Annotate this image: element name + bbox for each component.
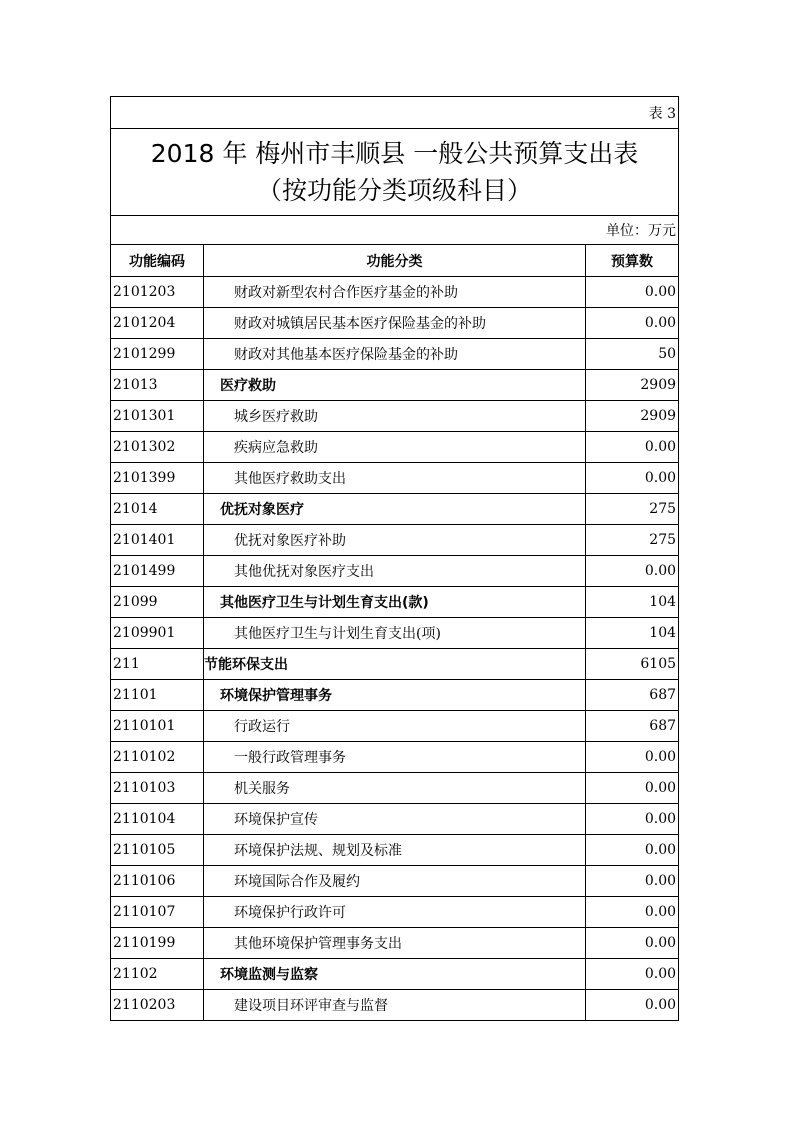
row-amount: 0.00 <box>586 432 679 463</box>
row-code: 21101 <box>111 680 204 711</box>
row-amount: 0.00 <box>586 742 679 773</box>
row-code: 2101204 <box>111 308 204 339</box>
title-line-2: （按功能分类项级科目） <box>257 176 533 205</box>
table-row <box>111 339 679 370</box>
row-amount: 104 <box>586 618 679 649</box>
table-row <box>111 649 679 680</box>
table-row <box>111 370 679 401</box>
table-row <box>111 680 679 711</box>
row-category: 机关服务 <box>204 773 586 804</box>
title-line-1: 2018 年 梅州市丰顺县 一般公共预算支出表 <box>150 139 639 168</box>
row-amount: 0.00 <box>586 990 679 1021</box>
table-row <box>111 773 679 804</box>
table-row <box>111 556 679 587</box>
row-category: 优抚对象医疗补助 <box>204 525 586 556</box>
row-category: 行政运行 <box>204 711 586 742</box>
row-category: 财政对新型农村合作医疗基金的补助 <box>204 277 586 308</box>
row-code: 2110104 <box>111 804 204 835</box>
row-category: 财政对城镇居民基本医疗保险基金的补助 <box>204 308 586 339</box>
row-code: 21013 <box>111 370 204 401</box>
table-row <box>111 463 679 494</box>
table-body <box>111 97 679 1021</box>
row-amount: 0.00 <box>586 928 679 959</box>
header-amount: 预算数 <box>586 245 679 277</box>
row-category: 其他医疗卫生与计划生育支出(款) <box>204 587 586 618</box>
row-amount: 0.00 <box>586 804 679 835</box>
table-row <box>111 928 679 959</box>
row-code: 2110105 <box>111 835 204 866</box>
table-row <box>111 587 679 618</box>
row-amount: 0.00 <box>586 308 679 339</box>
row-category: 其他医疗卫生与计划生育支出(项) <box>204 618 586 649</box>
row-code: 21014 <box>111 494 204 525</box>
table-row <box>111 742 679 773</box>
table-row <box>111 959 679 990</box>
table-row <box>111 711 679 742</box>
row-amount: 6105 <box>586 649 679 680</box>
row-category: 优抚对象医疗 <box>204 494 586 525</box>
unit-label: 单位：万元 <box>111 216 679 245</box>
row-code: 2101203 <box>111 277 204 308</box>
row-code: 2101499 <box>111 556 204 587</box>
row-category: 环境国际合作及履约 <box>204 866 586 897</box>
row-category: 环境保护法规、规划及标准 <box>204 835 586 866</box>
row-amount: 50 <box>586 339 679 370</box>
table-row <box>111 897 679 928</box>
table-row <box>111 494 679 525</box>
table-tag-row <box>111 97 679 129</box>
row-code: 2110101 <box>111 711 204 742</box>
row-amount: 0.00 <box>586 773 679 804</box>
row-category: 环境监测与监察 <box>204 959 586 990</box>
page-title <box>111 129 679 216</box>
row-amount: 0.00 <box>586 835 679 866</box>
row-amount: 687 <box>586 680 679 711</box>
table-row <box>111 866 679 897</box>
row-amount: 0.00 <box>586 959 679 990</box>
unit-row <box>111 216 679 245</box>
row-code: 2101301 <box>111 401 204 432</box>
row-code: 2110203 <box>111 990 204 1021</box>
row-amount: 104 <box>586 587 679 618</box>
row-code: 2101302 <box>111 432 204 463</box>
row-amount: 0.00 <box>586 463 679 494</box>
table-row <box>111 308 679 339</box>
header-code: 功能编码 <box>111 245 204 277</box>
row-code: 2110106 <box>111 866 204 897</box>
table-row <box>111 401 679 432</box>
row-code: 2110103 <box>111 773 204 804</box>
row-code: 21099 <box>111 587 204 618</box>
row-category: 建设项目环评审查与监督 <box>204 990 586 1021</box>
row-amount: 2909 <box>586 370 679 401</box>
table-row <box>111 990 679 1021</box>
row-category: 疾病应急救助 <box>204 432 586 463</box>
row-amount: 275 <box>586 494 679 525</box>
row-amount: 0.00 <box>586 277 679 308</box>
row-category: 其他医疗救助支出 <box>204 463 586 494</box>
row-code: 2101401 <box>111 525 204 556</box>
row-category: 环境保护宣传 <box>204 804 586 835</box>
table-row <box>111 525 679 556</box>
budget-table <box>110 96 679 1021</box>
table-tag: 表 3 <box>111 97 679 129</box>
row-code: 2110102 <box>111 742 204 773</box>
title-row <box>111 129 679 216</box>
row-amount: 0.00 <box>586 866 679 897</box>
row-category: 节能环保支出 <box>204 649 586 680</box>
table-row <box>111 432 679 463</box>
row-code: 2110107 <box>111 897 204 928</box>
table-row <box>111 277 679 308</box>
row-category: 其他环境保护管理事务支出 <box>204 928 586 959</box>
row-code: 211 <box>111 649 204 680</box>
row-code: 2101399 <box>111 463 204 494</box>
row-amount: 0.00 <box>586 556 679 587</box>
header-row <box>111 245 679 277</box>
row-amount: 687 <box>586 711 679 742</box>
row-amount: 275 <box>586 525 679 556</box>
row-code: 2110199 <box>111 928 204 959</box>
row-code: 2109901 <box>111 618 204 649</box>
header-category: 功能分类 <box>204 245 586 277</box>
row-category: 城乡医疗救助 <box>204 401 586 432</box>
row-category: 环境保护管理事务 <box>204 680 586 711</box>
row-code: 2101299 <box>111 339 204 370</box>
table-row <box>111 835 679 866</box>
row-category: 其他优抚对象医疗支出 <box>204 556 586 587</box>
row-category: 财政对其他基本医疗保险基金的补助 <box>204 339 586 370</box>
row-category: 环境保护行政许可 <box>204 897 586 928</box>
row-category: 医疗救助 <box>204 370 586 401</box>
row-category: 一般行政管理事务 <box>204 742 586 773</box>
table-row <box>111 618 679 649</box>
row-code: 21102 <box>111 959 204 990</box>
row-amount: 0.00 <box>586 897 679 928</box>
row-amount: 2909 <box>586 401 679 432</box>
table-row <box>111 804 679 835</box>
